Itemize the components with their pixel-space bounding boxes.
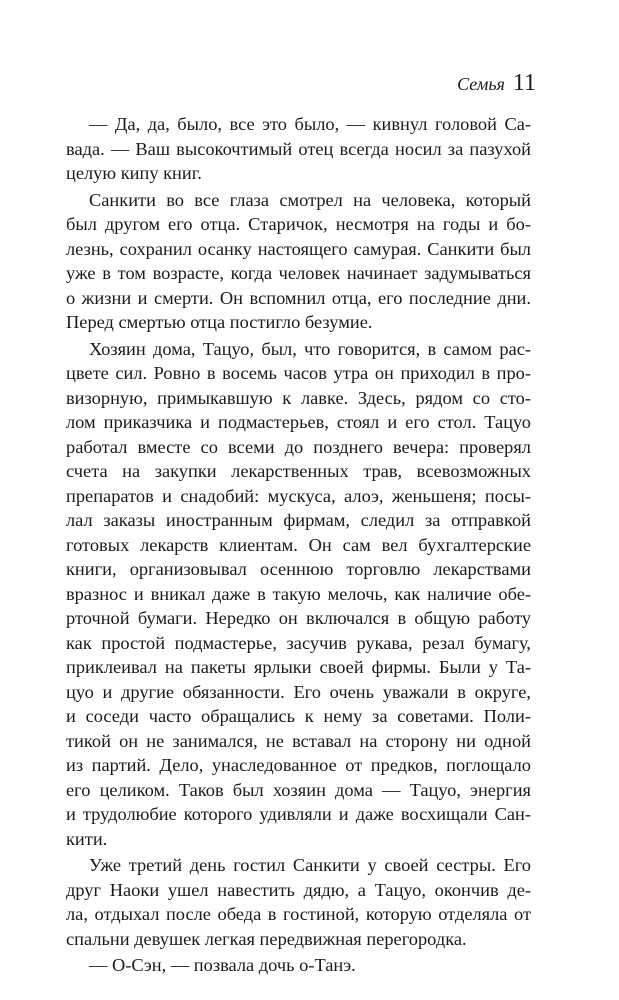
- text-line: целую кипу книг.: [66, 163, 202, 183]
- text-line: лом приказчика и подмастерьев, стоял и его стол. Тацуо: [66, 412, 531, 432]
- text-line: работал вместе со всеми до позднего вечера: проверял: [66, 436, 531, 457]
- text-line: цвете сил. Ровно в восемь часов утра он приходил в про-: [66, 363, 531, 383]
- page-header: [457, 70, 536, 97]
- text-line: вада. — Ваш высокочтимый отец всегда носил за пазухой: [66, 138, 531, 159]
- paragraph: [66, 188, 531, 335]
- text-line: был другом его отца. Старичок, несмотря на годы и бо-: [66, 214, 531, 234]
- text-line: из партий. Дело, унаследованное от предков, поглощало: [66, 755, 531, 775]
- text-line: книги, организовывал осеннюю торговлю лекарствами: [66, 559, 531, 579]
- text-line: счета на закупки лекарственных трав, всевозможных: [66, 461, 531, 481]
- text-line: как простой подмастерье, засучив рукава, резал бумагу,: [66, 632, 531, 653]
- text-line: спальни девушек легкая передвижная перегородка.: [66, 928, 467, 949]
- text-line: лезнь, сохранил осанку настоящего самурая. Санкити был: [66, 238, 531, 259]
- text-line: — О-Сэн, — позвала дочь о-Танэ.: [89, 955, 356, 975]
- text-line: и соседи часто обращались к нему за советами. Поли-: [66, 706, 531, 726]
- text-line: Перед смертью отца постигло безумие.: [66, 312, 373, 332]
- text-line: Хозяин дома, Тацуо, был, что говорится, в самом рас-: [89, 338, 531, 359]
- paragraph: [66, 337, 531, 852]
- paragraph: [66, 853, 531, 951]
- text-line: рточной бумаги. Нередко он включался в общую работу: [66, 608, 531, 628]
- text-line: кити.: [66, 828, 108, 849]
- text-line: друг Наоки ушел навестить дядю, а Тацуо, окончив де-: [66, 879, 531, 900]
- text-line: цуо и другие обязанности. Его очень уважали в округе,: [66, 681, 531, 702]
- text-line: — Да, да, было, все это было, — кивнул головой Са-: [89, 114, 531, 134]
- text-line: уже в том возрасте, когда человек начинает задумываться: [66, 263, 531, 283]
- paragraph: [66, 112, 531, 186]
- paragraph: [66, 953, 531, 978]
- text-line: препаратов и снадобий: мускуса, алоэ, женьшеня; посы-: [66, 485, 531, 506]
- text-line: Уже третий день гостил Санкити у своей сестры. Его: [89, 855, 531, 875]
- text-line: визорную, примыкавшую к лавке. Здесь, рядом со сто-: [66, 387, 531, 408]
- text-line: его целиком. Таков был хозяин дома — Тацуо, энергия: [66, 779, 531, 800]
- running-head: Семья: [457, 74, 505, 94]
- page-number: 11: [512, 70, 536, 96]
- body-text: [66, 112, 531, 980]
- text-line: Санкити во все глаза смотрел на человека, который: [89, 189, 531, 210]
- text-line: тикой он не занимался, не вставал на сторону ни одной: [66, 730, 531, 751]
- text-line: и трудолюбие которого удивляли и даже восхищали Сан-: [66, 804, 531, 824]
- text-line: готовых лекарств клиентам. Он сам вел бухгалтерские: [66, 534, 531, 555]
- text-line: приклеивал на пакеты ярлыки своей фирмы. Были у Та-: [66, 657, 531, 677]
- text-line: о жизни и смерти. Он вспомнил отца, его последние дни.: [66, 287, 531, 308]
- text-line: лал заказы иностранным фирмам, следил за отправкой: [66, 510, 531, 530]
- text-line: вразнос и вникал даже в такую мелочь, как наличие обе-: [66, 583, 531, 604]
- text-line: ла, отдыхал после обеда в гостиной, которую отделяла от: [66, 904, 531, 924]
